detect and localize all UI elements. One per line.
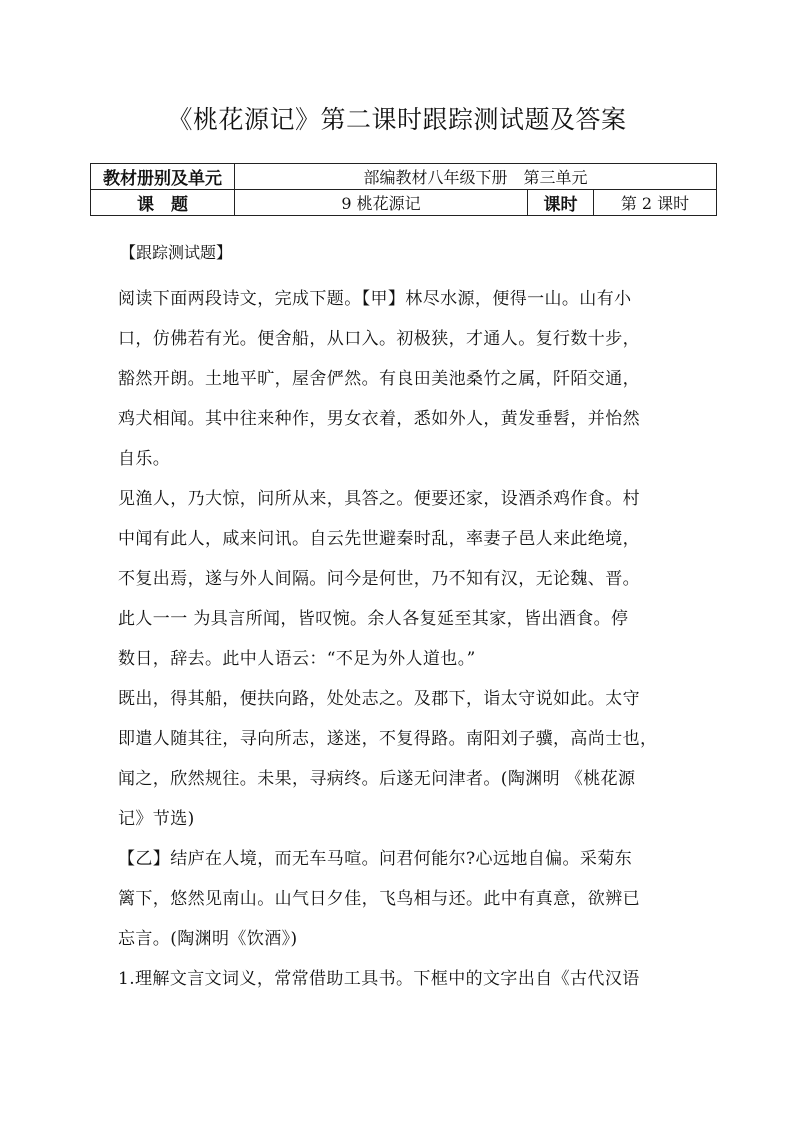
text-line: 篱下，悠然见南山。山气日夕佳，飞鸟相与还。此中有真意，欲辨已 bbox=[118, 889, 640, 909]
text-line: 即遣人随其往，寻向所志，遂迷，不复得路。南阳刘子骥，高尚士也， bbox=[118, 729, 658, 749]
table-row bbox=[91, 164, 717, 190]
text-line: 中闻有此人，咸来问讯。自云先世避秦时乱，率妻子邑人来此绝境， bbox=[118, 529, 640, 549]
text-line: 闻之，欣然规往。未果，寻病终。后遂无问津者。(陶渊明 《桃花源 bbox=[118, 769, 636, 789]
textbook-unit-value: 部编教材八年级下册 第三单元 bbox=[235, 164, 717, 190]
lesson-period-label: 课时 bbox=[528, 190, 594, 216]
text-line: 豁然开朗。土地平旷，屋舍俨然。有良田美池桑竹之属，阡陌交通， bbox=[118, 369, 640, 389]
text-line: 【乙】结庐在人境，而无车马喧。问君何能尔?心远地自偏。采菊东 bbox=[118, 849, 633, 869]
passage-text bbox=[118, 279, 686, 999]
text-line: 既出，得其船，便扶向路，处处志之。及郡下，诣太守说如此。太守 bbox=[118, 689, 640, 709]
course-info-table bbox=[90, 163, 717, 216]
text-line: 口，仿佛若有光。便舍船，从口入。初极狭，才通人。复行数十步， bbox=[118, 329, 640, 349]
text-line: 记》节选) bbox=[118, 809, 195, 829]
text-line: 数日，辞去。此中人语云：“不足为外人道也。” bbox=[118, 649, 476, 669]
text-line: 不复出焉，遂与外人间隔。问今是何世，乃不知有汉，无论魏、晋。 bbox=[118, 569, 640, 589]
section-heading: 【跟踪测试题】 bbox=[120, 243, 233, 262]
lesson-topic-value: 9 桃花源记 bbox=[235, 190, 528, 216]
lesson-topic-label: 课 题 bbox=[91, 190, 235, 216]
table-row bbox=[91, 190, 717, 216]
text-line: 自乐。 bbox=[118, 449, 171, 469]
text-line: 忘言。(陶渊明《饮酒》) bbox=[118, 929, 298, 949]
text-line: 阅读下面两段诗文，完成下题。【甲】林尽水源，便得一山。山有小 bbox=[118, 289, 632, 309]
textbook-unit-label: 教材册别及单元 bbox=[91, 164, 235, 190]
text-line: 1.理解文言文词义，常常借助工具书。下框中的文字出自《古代汉语 bbox=[118, 969, 640, 989]
document-body bbox=[118, 240, 686, 999]
page-title: 《桃花源记》第二课时跟踪测试题及答案 bbox=[167, 105, 627, 134]
text-line: 鸡犬相闻。其中往来种作，男女衣着，悉如外人，黄发垂髫，并怡然 bbox=[118, 409, 640, 429]
text-line: 此人一一 为具言所闻，皆叹惋。余人各复延至其家，皆出酒食。停 bbox=[118, 609, 629, 629]
text-line: 见渔人，乃大惊，问所从来，具答之。便要还家，设酒杀鸡作食。村 bbox=[118, 489, 640, 509]
lesson-period-value: 第 2 课时 bbox=[594, 190, 717, 216]
